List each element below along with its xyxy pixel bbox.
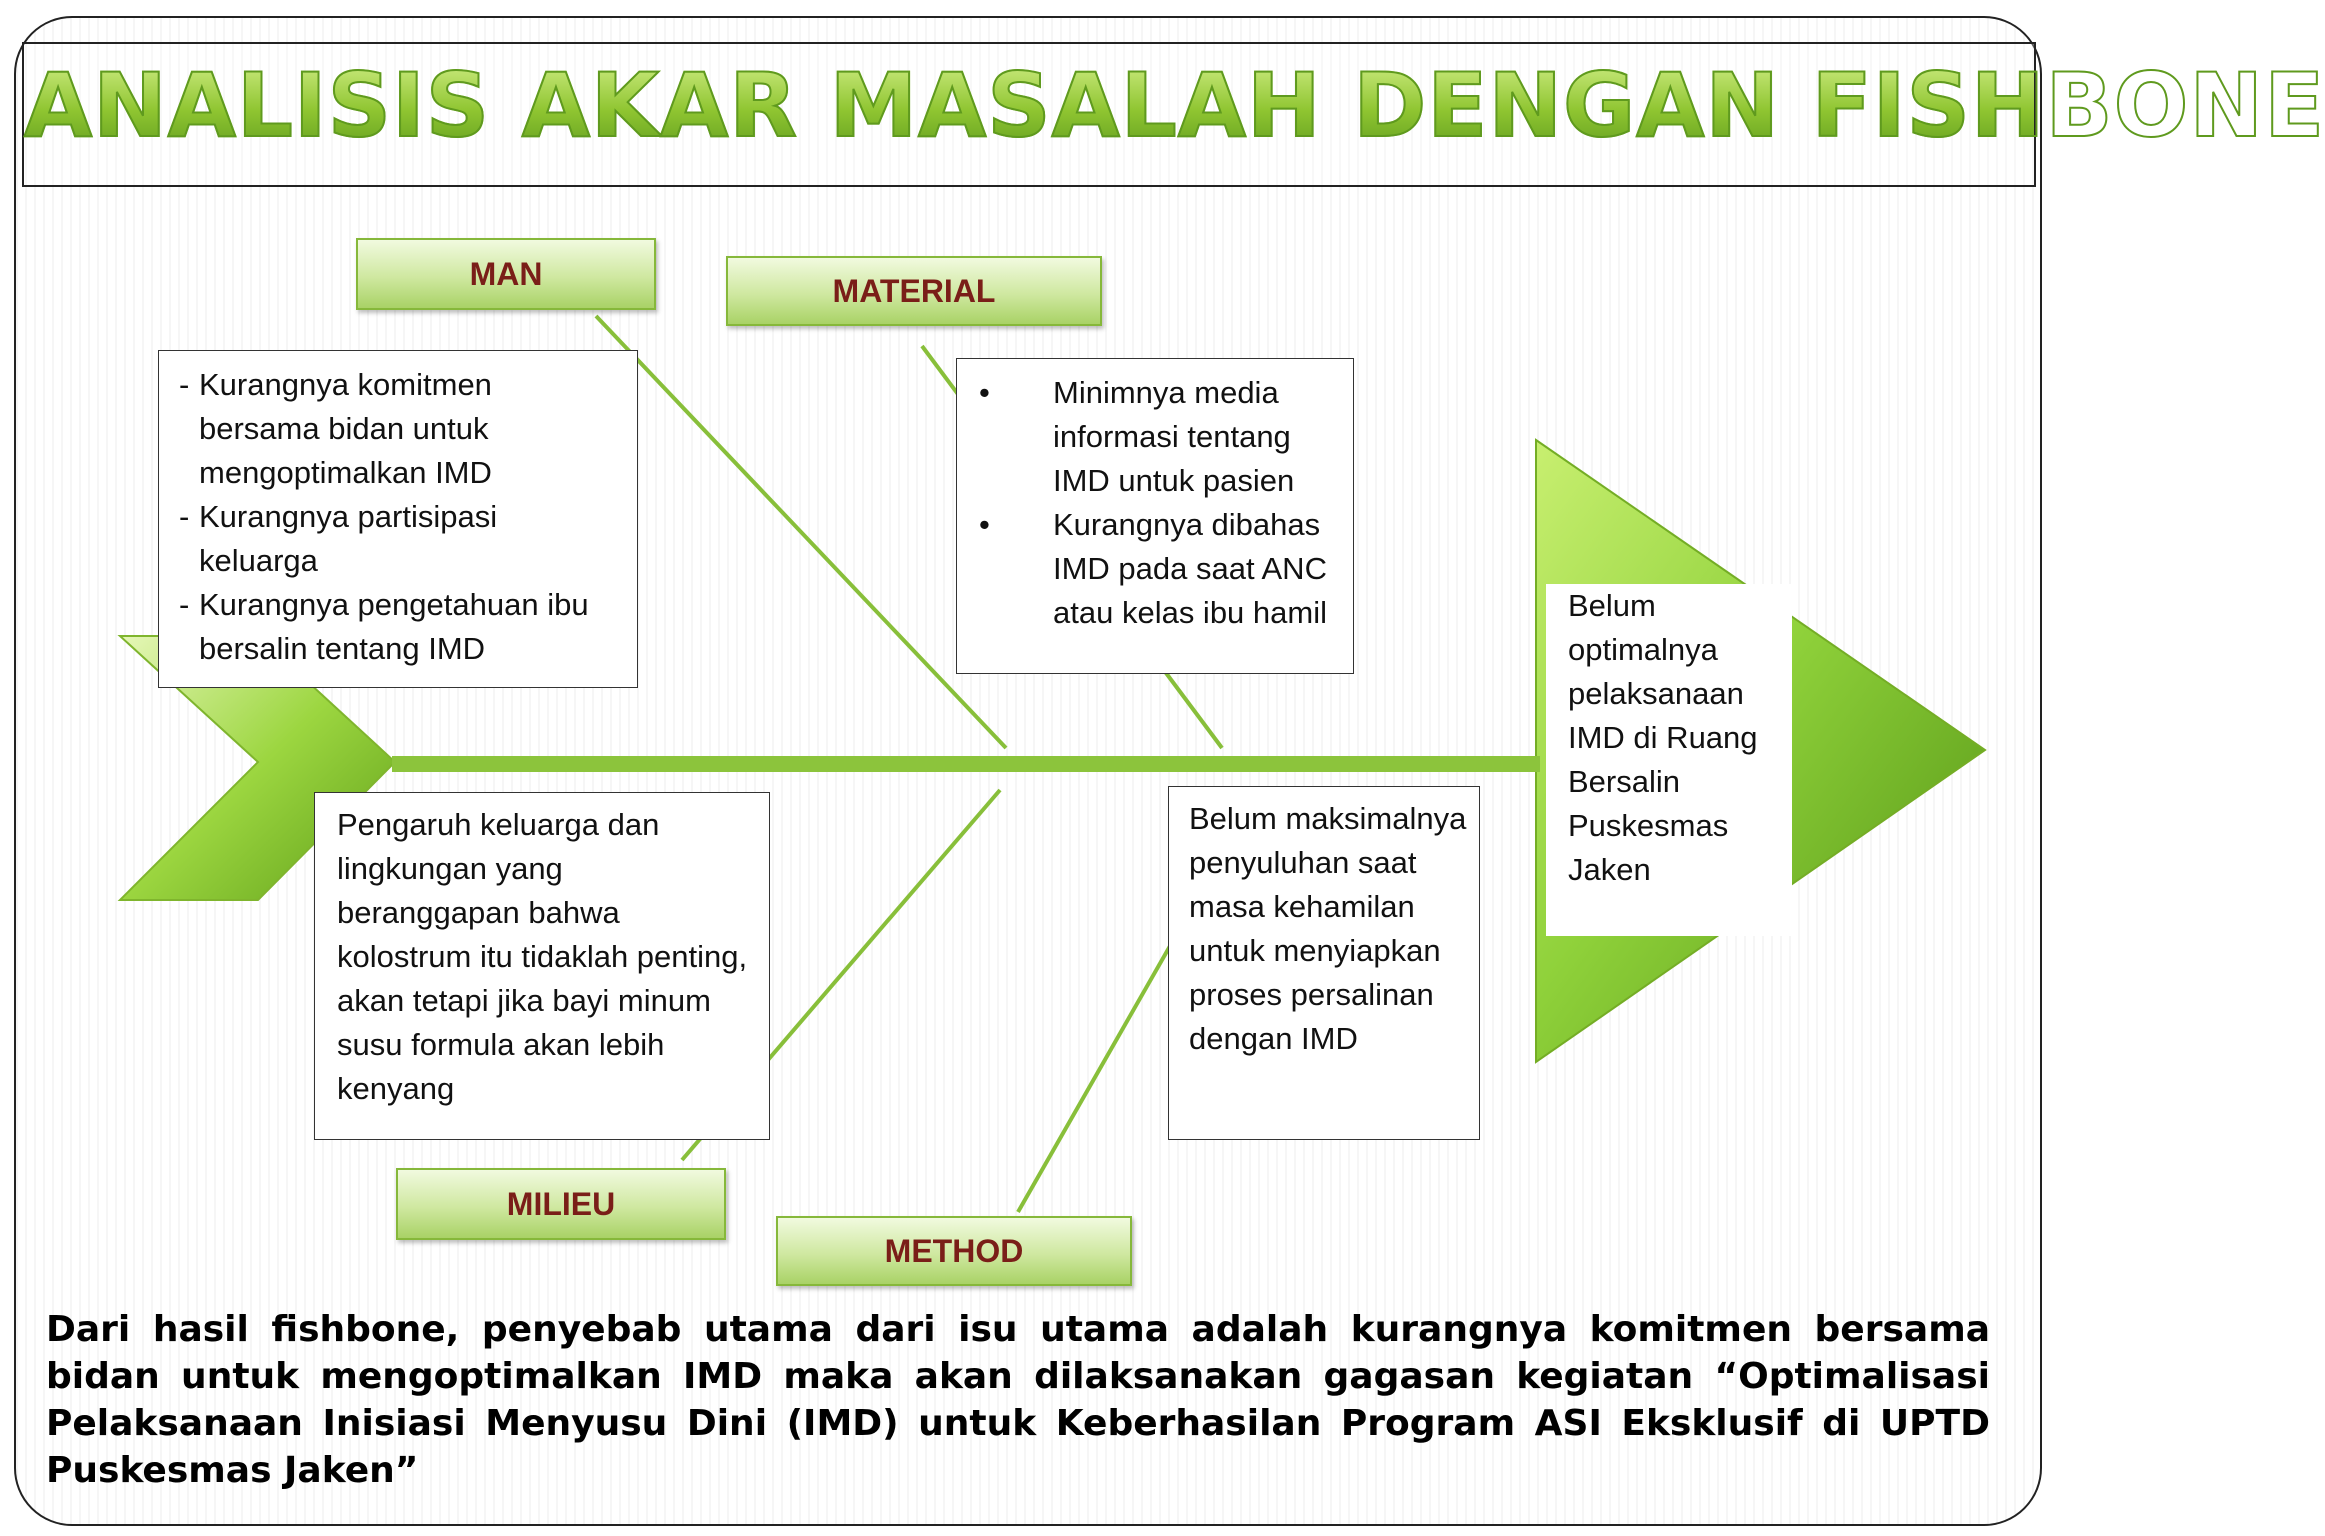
category-milieu: [396, 1168, 726, 1240]
category-man: [356, 238, 656, 310]
method-causes-box: [1168, 786, 1480, 1140]
man-causes-box: [158, 350, 638, 688]
cause-text: Kurangnya partisipasi keluarga: [199, 499, 498, 578]
effect-text: Belum optimalnya pelaksanaan IMD di Ruang Bersalin Puskesmas Jaken: [1568, 588, 1758, 887]
category-man-label: MAN: [469, 256, 543, 292]
category-milieu-label: MILIEU: [506, 1186, 616, 1222]
milieu-causes-box: [314, 792, 770, 1140]
cause-text: Kurangnya komitmen bersama bidan untuk mengoptimalkan IMD: [199, 367, 492, 490]
method-bone: [1018, 946, 1170, 1212]
category-material: [726, 256, 1102, 326]
material-causes-list: [957, 371, 1337, 635]
category-method: [776, 1216, 1132, 1286]
page-title: ANALISIS AKAR MASALAH DENGAN FISHBONE: [24, 54, 2325, 157]
material-causes-box: [956, 358, 1354, 674]
cause-text: Minimnya media informasi tentang IMD untuk pasien: [1053, 375, 1295, 498]
list-item: - Kurangnya partisipasi keluarga: [179, 499, 498, 578]
list-item: • Kurangnya dibahas IMD pada saat ANC atau kelas ibu hamil: [979, 507, 1327, 630]
list-item: - Kurangnya pengetahuan ibu bersalin tentang IMD: [179, 587, 589, 666]
man-bone: [596, 316, 1006, 748]
cause-text: Kurangnya dibahas IMD pada saat ANC atau kelas ibu hamil: [1053, 507, 1327, 630]
cause-text: Belum maksimalnya penyuluhan saat masa kehamilan untuk menyiapkan proses persalinan dengan IMD: [1189, 801, 1467, 1056]
man-causes-list: [159, 363, 613, 671]
conclusion-text: Dari hasil fishbone, penyebab utama dari isu utama adalah kurangnya komitmen bersama bidan untuk mengoptimalkan IMD maka akan dilaksanakan gagasan kegiatan “Optimalisasi Pelaksanaan Inisiasi Menyusu Dini (IMD) untuk Keberhasilan Program ASI Eksklusif di UPTD Puskesmas Jaken”: [46, 1309, 1990, 1491]
category-method-label: METHOD: [884, 1233, 1024, 1269]
cause-text: Pengaruh keluarga dan lingkungan yang beranggapan bahwa kolostrum itu tidaklah penting, akan tetapi jika bayi minum susu formula akan lebih kenyang: [337, 807, 748, 1106]
cause-text: Kurangnya pengetahuan ibu bersalin tentang IMD: [199, 587, 589, 666]
list-item: • Minimnya media informasi tentang IMD untuk pasien: [979, 375, 1295, 498]
category-material-label: MATERIAL: [832, 273, 996, 309]
effect-box: [1546, 584, 1792, 936]
list-item: - Kurangnya komitmen bersama bidan untuk mengoptimalkan IMD: [179, 367, 492, 490]
